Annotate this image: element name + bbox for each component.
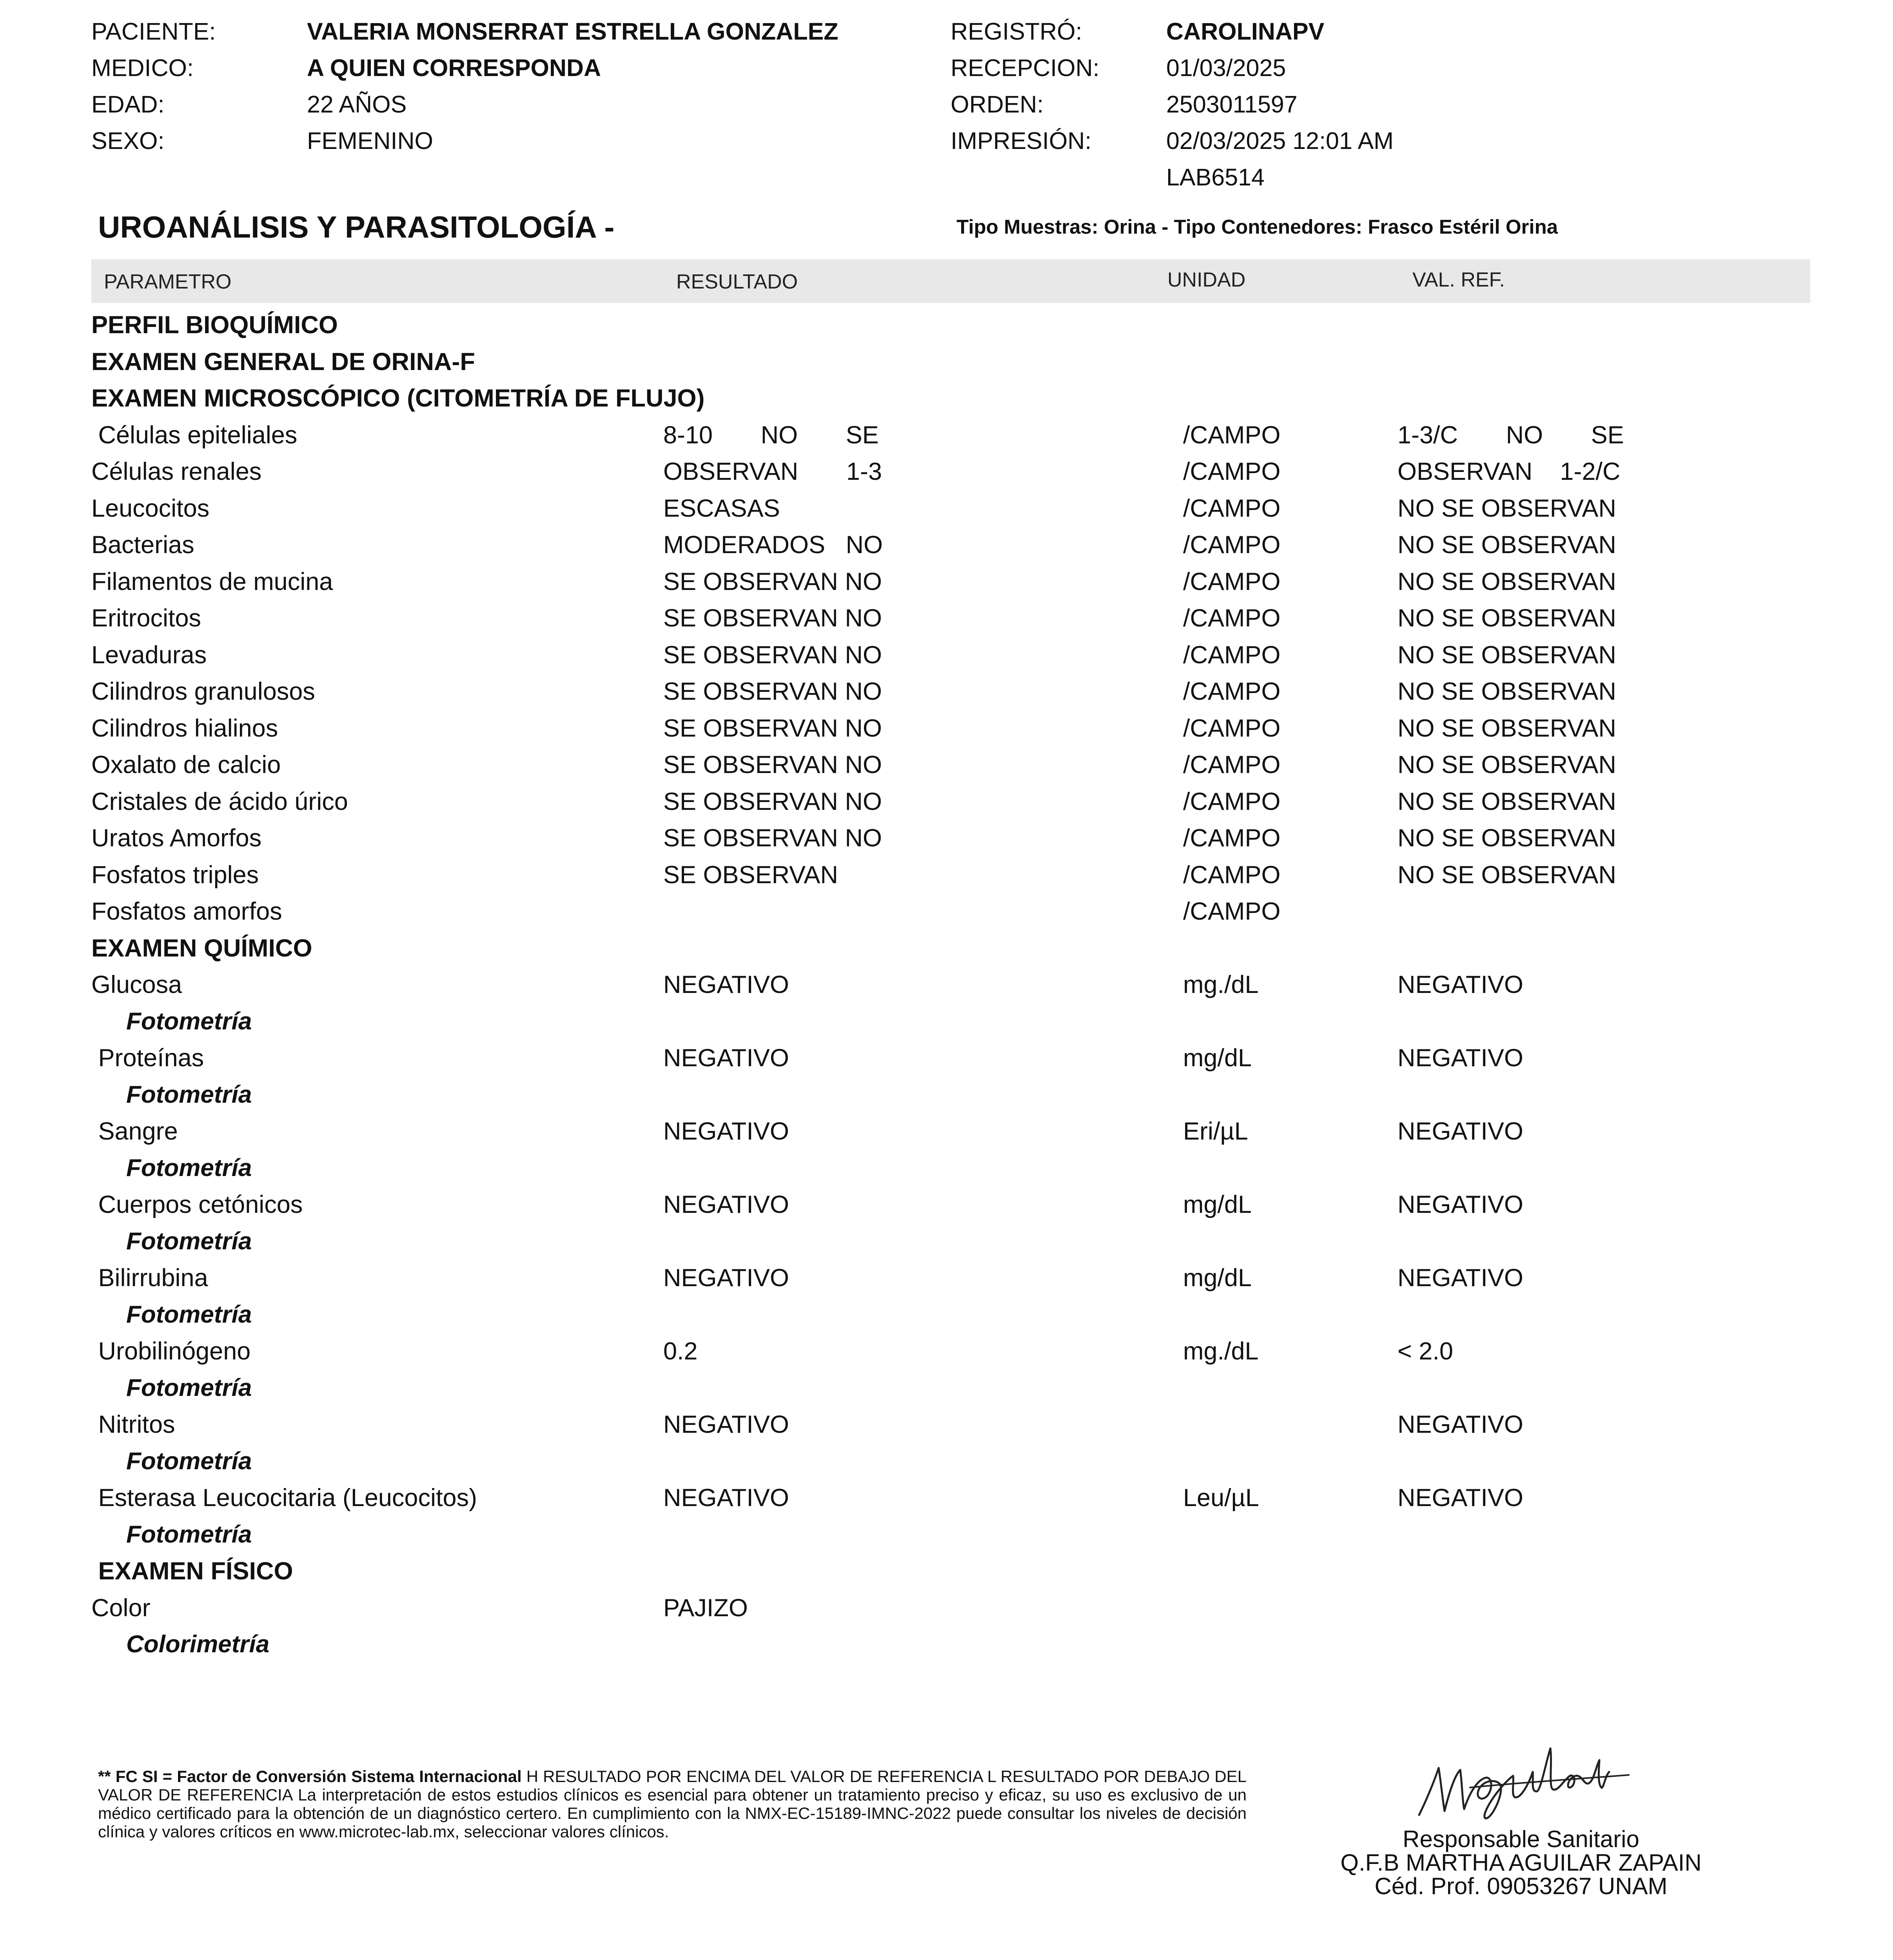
method-label: Fotometría bbox=[126, 1154, 252, 1181]
age-label: EDAD: bbox=[91, 91, 165, 118]
result-value: SE OBSERVAN NO bbox=[663, 641, 882, 669]
method-label: Fotometría bbox=[126, 1228, 252, 1255]
result-value: SE OBSERVAN NO bbox=[663, 824, 882, 852]
result-value: NEGATIVO bbox=[663, 1044, 789, 1072]
reference-value: NO SE OBSERVAN bbox=[1398, 715, 1616, 742]
method-label: Fotometría bbox=[126, 1521, 252, 1548]
signature-cedula: Céd. Prof. 09053267 UNAM bbox=[1374, 1873, 1668, 1899]
reference-value: 1-3/C NO SE bbox=[1398, 421, 1624, 449]
reference-value: NO SE OBSERVAN bbox=[1398, 751, 1616, 779]
param-name: Filamentos de mucina bbox=[91, 568, 333, 595]
param-name: Glucosa bbox=[91, 971, 182, 998]
param-name: Esterasa Leucocitaria (Leucocitos) bbox=[91, 1484, 477, 1512]
reception-label: RECEPCION: bbox=[951, 54, 1100, 81]
reference-value: NO SE OBSERVAN bbox=[1398, 788, 1616, 815]
sex-label: SEXO: bbox=[91, 127, 165, 154]
result-value: MODERADOS NO bbox=[663, 531, 883, 559]
result-value: NEGATIVO bbox=[663, 1411, 789, 1438]
section-heading: EXAMEN QUÍMICO bbox=[91, 935, 312, 962]
result-value: SE OBSERVAN NO bbox=[663, 604, 882, 632]
sample-info: Tipo Muestras: Orina - Tipo Contenedores: Frasco Estéril Orina bbox=[956, 216, 1558, 238]
reference-value: NEGATIVO bbox=[1398, 1044, 1523, 1072]
param-name: Nitritos bbox=[91, 1411, 175, 1438]
reference-value: NO SE OBSERVAN bbox=[1398, 861, 1616, 889]
signature-image bbox=[1411, 1733, 1631, 1823]
result-value: NEGATIVO bbox=[663, 971, 789, 998]
registered-by-label: REGISTRÓ: bbox=[951, 18, 1082, 45]
param-name: Bacterias bbox=[91, 531, 194, 559]
unit-value: /CAMPO bbox=[1183, 861, 1281, 889]
reference-value: NEGATIVO bbox=[1398, 1484, 1523, 1512]
footnote bbox=[98, 1767, 1247, 1841]
column-header-unidad: UNIDAD bbox=[1167, 269, 1246, 291]
result-value: SE OBSERVAN bbox=[663, 861, 838, 889]
section-heading: EXAMEN MICROSCÓPICO (CITOMETRÍA DE FLUJO) bbox=[91, 385, 705, 412]
order-label: ORDEN: bbox=[951, 91, 1044, 118]
result-value: SE OBSERVAN NO bbox=[663, 678, 882, 705]
result-value: 8-10 NO SE bbox=[663, 421, 879, 449]
print-datetime: 02/03/2025 12:01 AM bbox=[1166, 127, 1394, 154]
unit-value: /CAMPO bbox=[1183, 898, 1281, 925]
unit-value: Leu/µL bbox=[1183, 1484, 1259, 1512]
param-name: Uratos Amorfos bbox=[91, 824, 262, 852]
unit-value: Eri/µL bbox=[1183, 1118, 1248, 1145]
param-name: Sangre bbox=[91, 1118, 178, 1145]
reference-value: NO SE OBSERVAN bbox=[1398, 495, 1616, 522]
column-header-resultado: RESULTADO bbox=[676, 270, 798, 293]
param-name: Eritrocitos bbox=[91, 604, 201, 632]
table-header bbox=[91, 259, 1810, 303]
result-value: OBSERVAN 1-3 bbox=[663, 458, 882, 485]
param-name: Células epiteliales bbox=[91, 421, 298, 449]
unit-value: mg/dL bbox=[1183, 1191, 1252, 1218]
signature-role: Responsable Sanitario bbox=[1403, 1826, 1639, 1852]
reference-value: OBSERVAN 1-2/C bbox=[1398, 458, 1621, 485]
method-label: Fotometría bbox=[126, 1301, 252, 1328]
section-heading: PERFIL BIOQUÍMICO bbox=[91, 311, 338, 339]
unit-value: /CAMPO bbox=[1183, 604, 1281, 632]
method-label: Colorimetría bbox=[126, 1631, 270, 1658]
result-value: NEGATIVO bbox=[663, 1264, 789, 1292]
unit-value: /CAMPO bbox=[1183, 678, 1281, 705]
method-label: Fotometría bbox=[126, 1081, 252, 1108]
param-name: Fosfatos triples bbox=[91, 861, 259, 889]
param-name: Urobilinógeno bbox=[91, 1338, 251, 1365]
param-name: Proteínas bbox=[91, 1044, 204, 1072]
param-name: Cristales de ácido úrico bbox=[91, 788, 348, 815]
param-name: Color bbox=[91, 1594, 151, 1622]
param-name: Fosfatos amorfos bbox=[91, 898, 282, 925]
section-heading: EXAMEN FÍSICO bbox=[91, 1557, 293, 1585]
patient-label: PACIENTE: bbox=[91, 18, 216, 45]
param-name: Cuerpos cetónicos bbox=[91, 1191, 303, 1218]
param-name: Células renales bbox=[91, 458, 262, 485]
reference-value: NEGATIVO bbox=[1398, 971, 1523, 998]
reference-value: NO SE OBSERVAN bbox=[1398, 824, 1616, 852]
sex-value: FEMENINO bbox=[307, 127, 433, 154]
unit-value: /CAMPO bbox=[1183, 641, 1281, 669]
unit-value: /CAMPO bbox=[1183, 715, 1281, 742]
reference-value: < 2.0 bbox=[1398, 1338, 1453, 1365]
patient-name: VALERIA MONSERRAT ESTRELLA GONZALEZ bbox=[307, 18, 839, 45]
param-name: Cilindros granulosos bbox=[91, 678, 315, 705]
result-value: SE OBSERVAN NO bbox=[663, 568, 882, 595]
unit-value: /CAMPO bbox=[1183, 495, 1281, 522]
report-title: UROANÁLISIS Y PARASITOLOGÍA - bbox=[98, 210, 615, 244]
unit-value: mg./dL bbox=[1183, 1338, 1259, 1365]
result-value: NEGATIVO bbox=[663, 1191, 789, 1218]
unit-value: mg/dL bbox=[1183, 1044, 1252, 1072]
result-value: ESCASAS bbox=[663, 495, 780, 522]
unit-value: /CAMPO bbox=[1183, 788, 1281, 815]
method-label: Fotometría bbox=[126, 1008, 252, 1035]
age-value: 22 AÑOS bbox=[307, 91, 407, 118]
unit-value: /CAMPO bbox=[1183, 824, 1281, 852]
order-number: 2503011597 bbox=[1166, 91, 1298, 118]
reference-value: NO SE OBSERVAN bbox=[1398, 641, 1616, 669]
unit-value: mg/dL bbox=[1183, 1264, 1252, 1292]
result-value: SE OBSERVAN NO bbox=[663, 788, 882, 815]
lab-code: LAB6514 bbox=[1166, 164, 1265, 191]
result-value: SE OBSERVAN NO bbox=[663, 715, 882, 742]
param-name: Bilirrubina bbox=[91, 1264, 208, 1292]
column-header-parametro: PARAMETRO bbox=[104, 270, 232, 293]
reference-value: NEGATIVO bbox=[1398, 1411, 1523, 1438]
doctor-label: MEDICO: bbox=[91, 54, 194, 81]
reference-value: NO SE OBSERVAN bbox=[1398, 678, 1616, 705]
method-label: Fotometría bbox=[126, 1448, 252, 1475]
unit-value: mg./dL bbox=[1183, 971, 1259, 998]
param-name: Oxalato de calcio bbox=[91, 751, 281, 779]
print-label: IMPRESIÓN: bbox=[951, 127, 1092, 154]
reference-value: NO SE OBSERVAN bbox=[1398, 604, 1616, 632]
unit-value: /CAMPO bbox=[1183, 458, 1281, 485]
column-header-valref: VAL. REF. bbox=[1412, 269, 1505, 291]
param-name: Levaduras bbox=[91, 641, 207, 669]
reference-value: NEGATIVO bbox=[1398, 1191, 1523, 1218]
reference-value: NO SE OBSERVAN bbox=[1398, 531, 1616, 559]
unit-value: /CAMPO bbox=[1183, 421, 1281, 449]
param-name: Cilindros hialinos bbox=[91, 715, 278, 742]
result-value: NEGATIVO bbox=[663, 1484, 789, 1512]
result-value: 0.2 bbox=[663, 1338, 698, 1365]
unit-value: /CAMPO bbox=[1183, 751, 1281, 779]
reference-value: NO SE OBSERVAN bbox=[1398, 568, 1616, 595]
signature-name: Q.F.B MARTHA AGUILAR ZAPAIN bbox=[1340, 1849, 1702, 1876]
registered-by-value: CAROLINAPV bbox=[1166, 18, 1325, 45]
method-label: Fotometría bbox=[126, 1374, 252, 1401]
unit-value: /CAMPO bbox=[1183, 568, 1281, 595]
doctor-name: A QUIEN CORRESPONDA bbox=[307, 54, 601, 81]
reference-value: NEGATIVO bbox=[1398, 1118, 1523, 1145]
reference-value: NEGATIVO bbox=[1398, 1264, 1523, 1292]
result-value: NEGATIVO bbox=[663, 1118, 789, 1145]
result-value: PAJIZO bbox=[663, 1594, 748, 1622]
footnote-bold: ** FC SI = Factor de Conversión Sistema Internacional bbox=[98, 1767, 522, 1786]
footnote-text: H RESULTADO POR ENCIMA DEL VALOR DE REFERENCIA L RESULTADO POR DEBAJO DEL VALOR DE REFERENCIA La interpretación de estos estudios clínicos es esencial para obtener un tratamiento preciso y eficaz, su uso es exclusivo de un médico certificado para la obtención de un diagnóstico certero. En cumplimiento con la NMX-EC-15189-IMNC-2022 puede consultar los niveles de decisión clínica y valores críticos en www.microtec-lab.mx, seleccionar valores clínicos. bbox=[98, 1767, 1247, 1841]
unit-value: /CAMPO bbox=[1183, 531, 1281, 559]
param-name: Leucocitos bbox=[91, 495, 210, 522]
section-heading: EXAMEN GENERAL DE ORINA-F bbox=[91, 348, 475, 376]
result-value: SE OBSERVAN NO bbox=[663, 751, 882, 779]
reception-date: 01/03/2025 bbox=[1166, 54, 1286, 81]
